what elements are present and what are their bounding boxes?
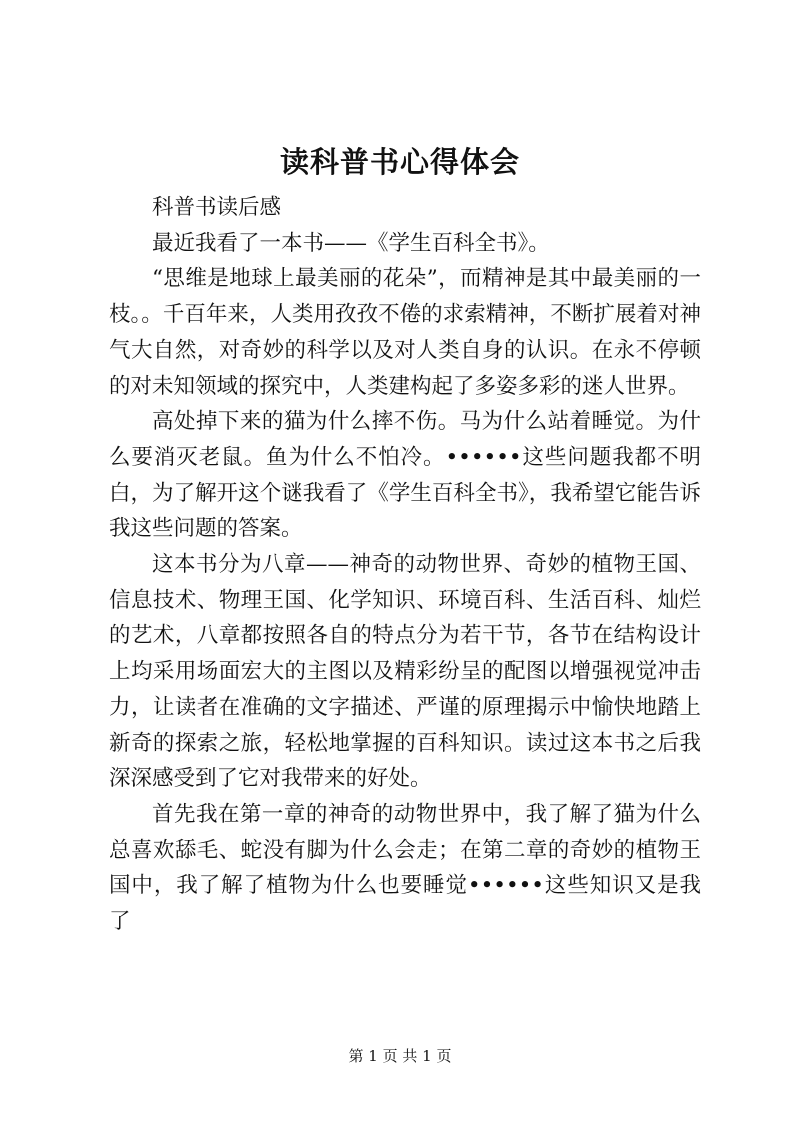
paragraph: 这本书分为八章——神奇的动物世界、奇妙的植物王国、信息技术、物理王国、化学知识、环境百科、生活百科、灿烂的艺术，八章都按照各自的特点分为若干节，各节在结构设计上均采用场面宏大的主图以及精彩纷呈的配图以增强视觉冲击力，让读者在准确的文字描述、严谨的原理揭示中愉快地踏上新奇的探索之旅，轻松地掌握的百科知识。读过这本书之后我深深感受到了它对我带来的好处。 [109,552,701,792]
document-body [109,190,701,940]
paragraph: “思维是地球上最美丽的花朵”，而精神是其中最美丽的一枝。。千百年来，人类用孜孜不倦的求索精神，不断扩展着对神气大自然，对奇妙的科学以及对人类自身的认识。在永不停顿的对未知领域的探究中，人类建构起了多姿多彩的迷人世界。 [109,266,701,399]
page-footer: 第 1 页 共 1 页 [348,1047,452,1065]
paragraph: 高处掉下来的猫为什么摔不伤。马为什么站着睡觉。为什么要消灭老鼠。鱼为什么不怕冷。••••••这些问题我都不明白，为了解开这个谜我看了《学生百科全书》，我希望它能告诉我这些问题的答案。 [109,409,701,542]
paragraph: 科普书读后感 [152,195,282,220]
paragraph: 最近我看了一本书——《学生百科全书》。 [152,230,550,256]
paragraph: 首先我在第一章的神奇的动物世界中，我了解了猫为什么总喜欢舔毛、蛇没有脚为什么会走；在第二章的奇妙的植物王国中，我了解了植物为什么也要睡觉••••••这些知识又是我了 [109,801,701,935]
document-title: 读科普书心得体会 [279,145,520,179]
